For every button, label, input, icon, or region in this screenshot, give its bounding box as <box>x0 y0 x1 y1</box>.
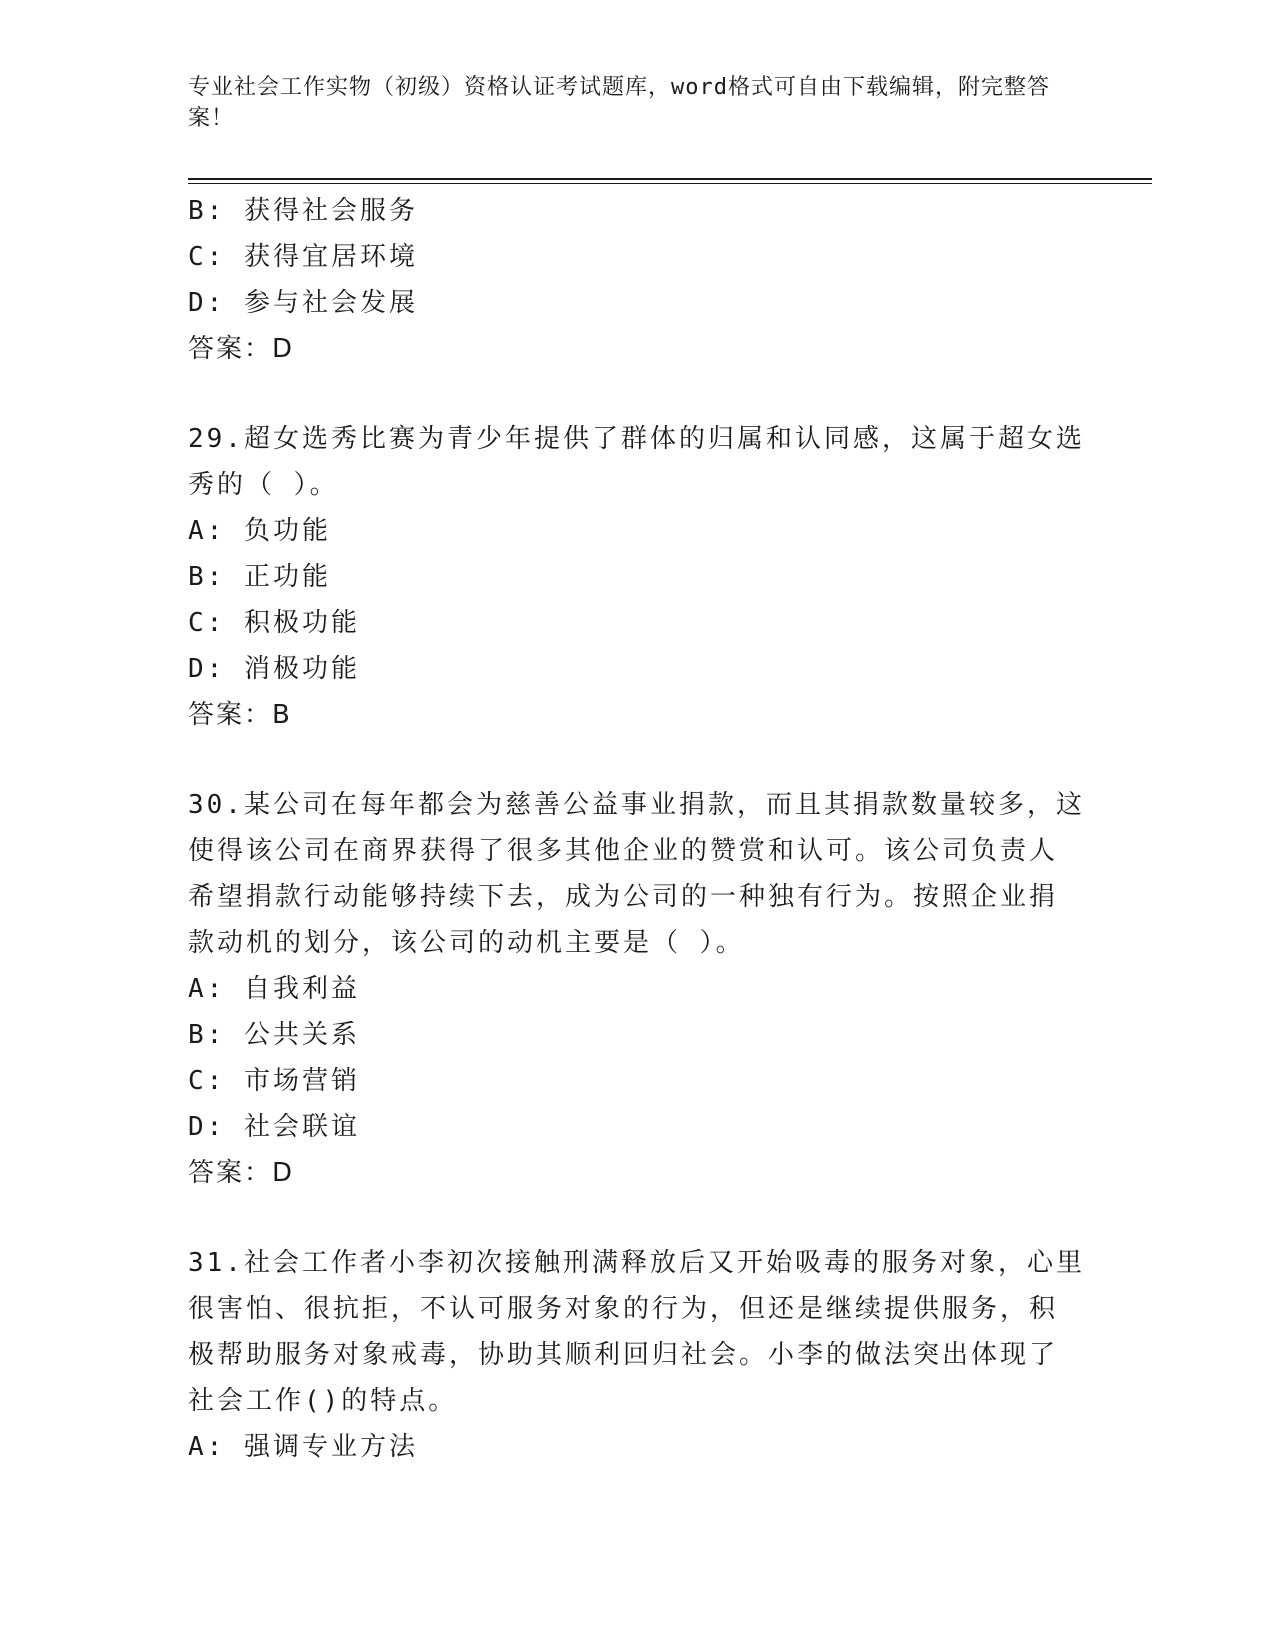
option-letter: D: <box>188 654 226 684</box>
option-c <box>188 234 1088 280</box>
page-header <box>188 72 1078 134</box>
option-b <box>188 554 1088 600</box>
question-content <box>188 188 1088 1470</box>
option-a <box>188 966 1088 1012</box>
option-c <box>188 600 1088 646</box>
question-line: 秀的（ ）。 <box>188 470 339 500</box>
option-text: 自我利益 <box>243 974 360 1004</box>
option-text: 获得宜居环境 <box>243 242 418 272</box>
question-line: 社会工作()的特点。 <box>188 1386 458 1416</box>
question-line <box>188 1240 1088 1286</box>
option-text: 强调专业方法 <box>243 1432 418 1462</box>
question-block-29 <box>188 416 1088 738</box>
option-text: 获得社会服务 <box>243 196 418 226</box>
question-gap <box>188 738 1088 782</box>
option-text: 公共关系 <box>243 1020 360 1050</box>
option-letter: A: <box>188 974 226 1004</box>
option-text: 参与社会发展 <box>243 288 418 318</box>
option-a <box>188 508 1088 554</box>
option-text: 市场营销 <box>243 1066 360 1096</box>
option-letter: C: <box>188 242 226 272</box>
option-d <box>188 646 1088 692</box>
option-letter: D: <box>188 288 226 318</box>
header-rule-thick <box>188 178 1152 180</box>
question-line: 极帮助服务对象戒毒，协助其顺利回归社会。小李的做法突出体现了 <box>188 1340 1059 1370</box>
question-line: 款动机的划分，该公司的动机主要是（ ）。 <box>188 928 745 958</box>
question-gap <box>188 1196 1088 1240</box>
question-line: 希望捐款行动能够持续下去，成为公司的一种独有行为。按照企业捐 <box>188 882 1059 912</box>
question-line <box>188 416 1088 462</box>
answer-line: 答案：D <box>188 334 295 364</box>
option-letter: D: <box>188 1112 226 1142</box>
question-number: 31. <box>188 1248 244 1278</box>
question-block-28 <box>188 188 1088 372</box>
option-b <box>188 1012 1088 1058</box>
question-text: 超女选秀比赛为青少年提供了群体的归属和认同感，这属于超女选 <box>243 424 1085 454</box>
option-text: 积极功能 <box>243 608 360 638</box>
question-block-30 <box>188 782 1088 1196</box>
option-text: 消极功能 <box>243 654 360 684</box>
question-gap <box>188 372 1088 416</box>
question-block-31 <box>188 1240 1088 1470</box>
option-letter: B: <box>188 1020 226 1050</box>
option-text: 负功能 <box>243 516 331 546</box>
option-d <box>188 280 1088 326</box>
header-text: 专业社会工作实物（初级）资格认证考试题库，word格式可自由下载编辑，附完整答案！ <box>188 75 1050 131</box>
header-rule-thin <box>188 183 1152 184</box>
question-line: 很害怕、很抗拒，不认可服务对象的行为，但还是继续提供服务，积 <box>188 1294 1059 1324</box>
option-letter: B: <box>188 562 226 592</box>
option-letter: C: <box>188 1066 226 1096</box>
option-text: 社会联谊 <box>243 1112 360 1142</box>
question-text: 社会工作者小李初次接触刑满释放后又开始吸毒的服务对象，心里 <box>243 1248 1085 1278</box>
option-d <box>188 1104 1088 1150</box>
question-line: 使得该公司在商界获得了很多其他企业的赞赏和认可。该公司负责人 <box>188 836 1059 866</box>
answer-line: 答案：D <box>188 1158 295 1188</box>
option-b <box>188 188 1088 234</box>
option-c <box>188 1058 1088 1104</box>
option-letter: B: <box>188 196 226 226</box>
option-letter: A: <box>188 1432 226 1462</box>
question-text: 某公司在每年都会为慈善公益事业捐款，而且其捐款数量较多，这 <box>243 790 1085 820</box>
question-line <box>188 782 1088 828</box>
option-a <box>188 1424 1088 1470</box>
answer-line: 答案：B <box>188 700 292 730</box>
option-text: 正功能 <box>243 562 331 592</box>
option-letter: C: <box>188 608 226 638</box>
question-number: 30. <box>188 790 244 820</box>
option-letter: A: <box>188 516 226 546</box>
question-number: 29. <box>188 424 244 454</box>
